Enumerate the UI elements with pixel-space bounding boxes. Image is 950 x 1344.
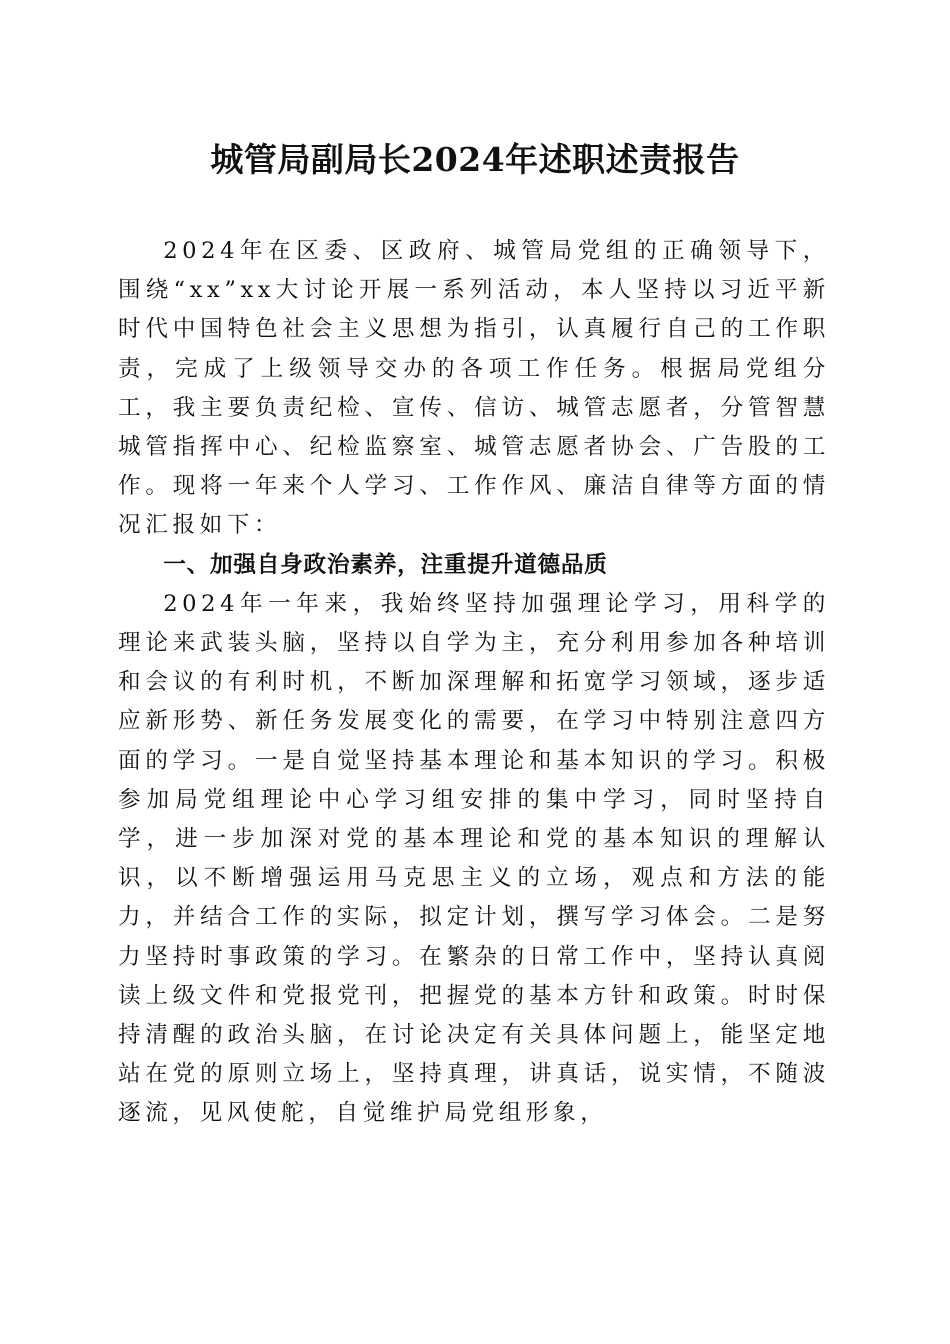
document-title: 城管局副局长2024年述职述责报告	[210, 140, 740, 179]
section-heading: 一、加强自身政治素养，注重提升道德品质	[163, 551, 608, 578]
intro-paragraph: 2024年在区委、区政府、城管局党组的正确领导下，围绕“xx”xx大讨论开展一系列活动，本人坚持以习近平新时代中国特色社会主义思想为指引，认真履行自己的工作职责，完成了上级领导交办的各项工作任务。根据局党组分工，我主要负责纪检、宣传、信访、城管志愿者，分管智慧城管指挥中心、纪检监察室、城管志愿者协会、广告股的工作。现将一年来个人学习、工作作风、廉洁自律等方面的情况汇报如下：	[118, 238, 830, 539]
document-body	[118, 232, 830, 1134]
section-paragraph: 2024年一年来，我始终坚持加强理论学习，用科学的理论来武装头脑，坚持以自学为主，充分利用参加各种培训和会议的有利时机，不断加深理解和拓宽学习领域，逐步适应新形势、新任务发展变化的需要，在学习中特别注意四方面的学习。一是自觉坚持基本理论和基本知识的学习。积极参加局党组理论中心学习组安排的集中学习，同时坚持自学，进一步加深对党的基本理论和党的基本知识的理解认识，以不断增强运用马克思主义的立场，观点和方法的能力，并结合工作的实际，拟定计划，撰写学习体会。二是努力坚持时事政策的学习。在繁杂的日常工作中，坚持认真阅读上级文件和党报党刊，把握党的基本方针和政策。时时保持清醒的政治头脑，在讨论决定有关具体问题上，能坚定地站在党的原则立场上，坚持真理，讲真话，说实情，不随波逐流，见风使舵，自觉维护局党组形象，	[118, 590, 830, 1127]
